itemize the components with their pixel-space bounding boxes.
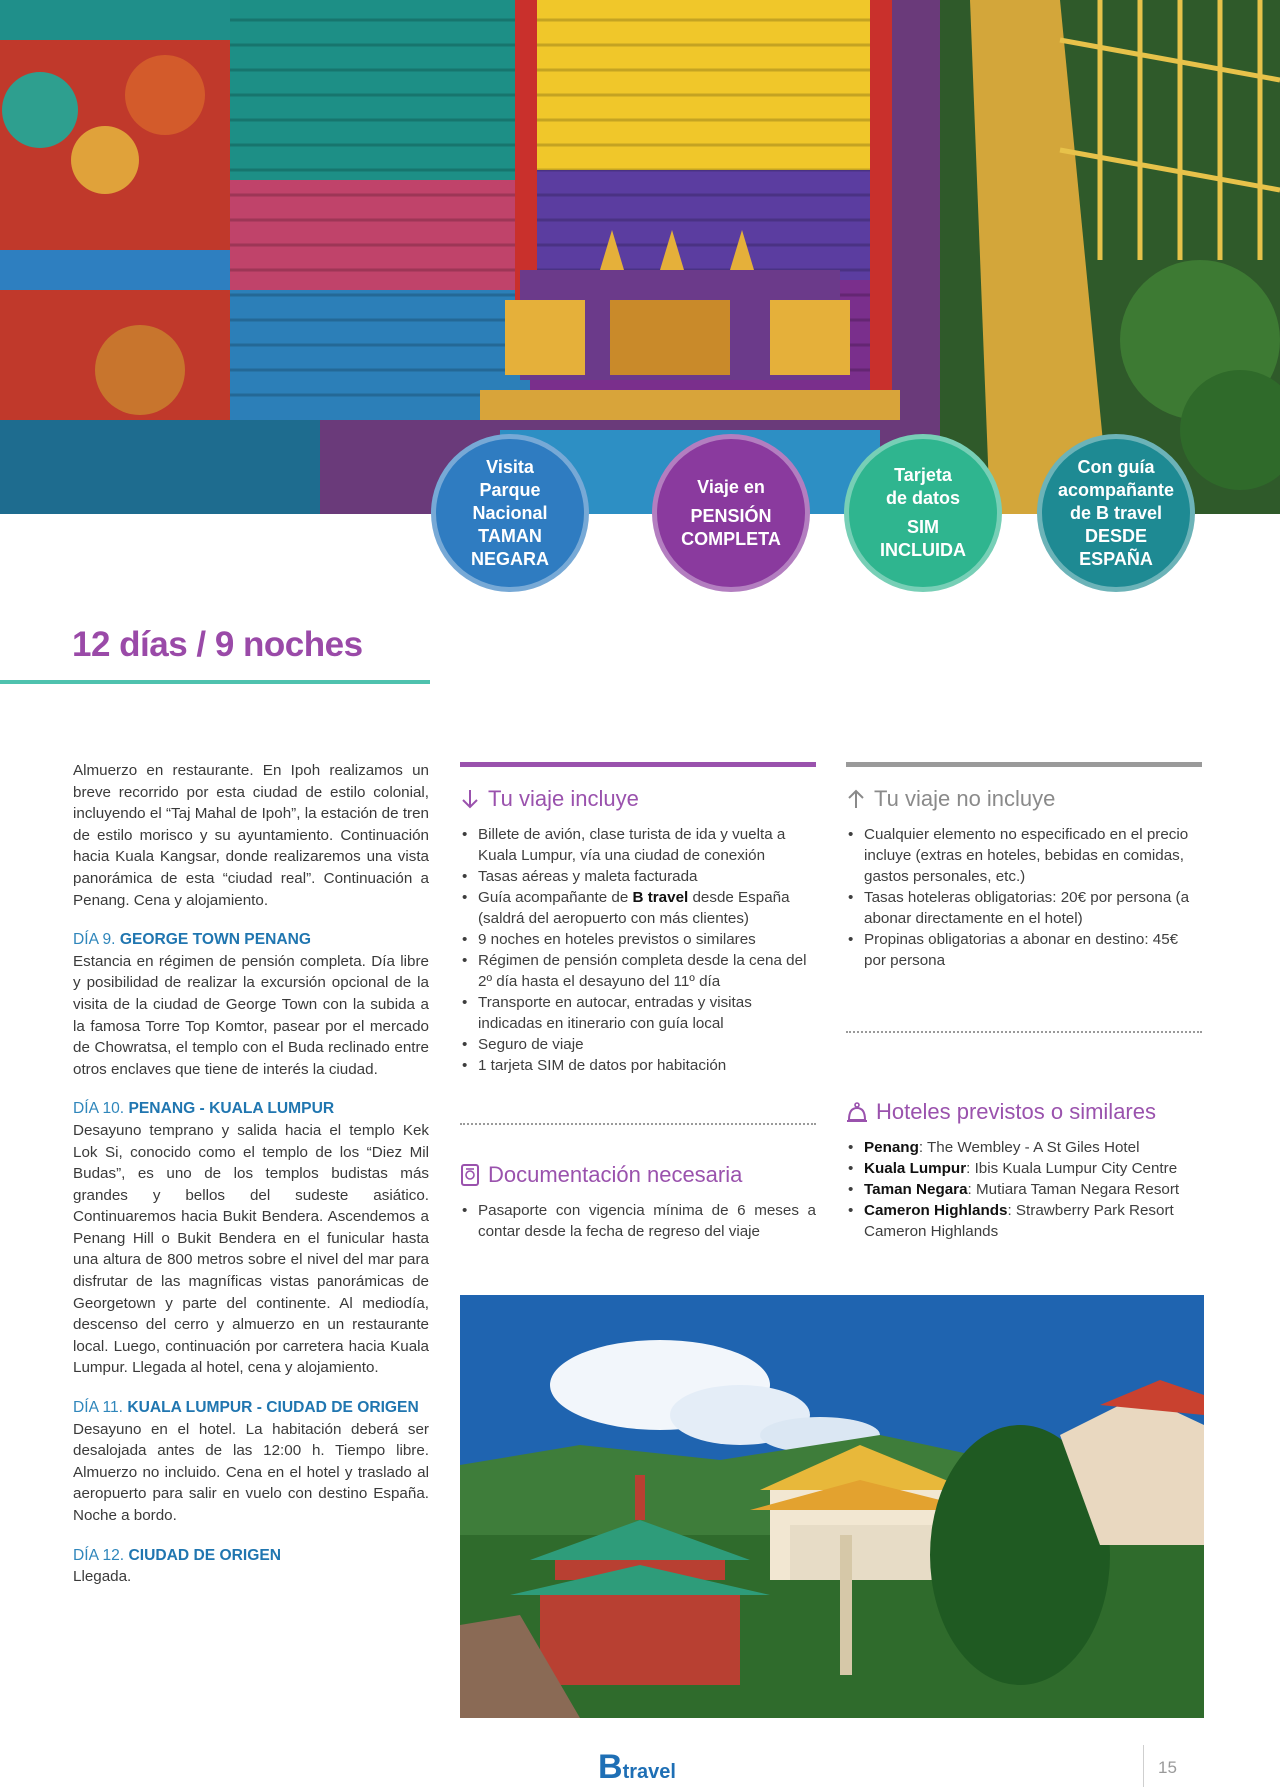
- badge-line: ESPAÑA: [1079, 548, 1153, 569]
- includes-item: • Tasas aéreas y maleta facturada: [460, 866, 816, 887]
- includes-title: Tu viaje incluye: [488, 786, 639, 811]
- not-included-list: [846, 824, 1202, 971]
- documentation-section: [460, 1162, 816, 1242]
- badge-line: Nacional: [472, 502, 548, 523]
- includes-item: • 1 tarjeta SIM de datos por habitación: [460, 1055, 816, 1076]
- day-title: GEORGE TOWN PENANG: [119, 931, 312, 949]
- includes-item: • Transporte en autocar, entradas y visitas indicadas en itinerario con guía local: [460, 992, 816, 1034]
- badge-taman-negara: [431, 434, 589, 592]
- not-included-item: • Tasas hoteleras obligatorias: 20€ por persona (a abonar directamente en el hotel): [846, 887, 1202, 929]
- day-heading: [73, 1098, 429, 1120]
- hotel-item: • Taman Negara: Mutiara Taman Negara Resort: [846, 1179, 1206, 1200]
- day-text: Desayuno en el hotel. La habitación deberá ser desalojada antes de las 12:00 h. Tiempo libre. Almuerzo no incluido. Cena en el hotel y traslado al aeropuerto para salir en vuelo con destino España. Noche a bordo.: [73, 1420, 429, 1524]
- hotels-title: Hoteles previstos o similares: [876, 1099, 1156, 1124]
- day-text: Estancia en régimen de pensión completa. Día libre y posibilidad de realizar la excursión opcional de la visita de la ciudad de George Town con la subida a la famosa Torre Top Komtor, pasear por el mercado de Chowratsa, el templo con el Buda reclinado entre otros enclaves que tiene de interés la ciudad.: [73, 952, 429, 1078]
- hotel-item: • Cameron Highlands: Strawberry Park Resort Cameron Highlands: [846, 1200, 1206, 1242]
- badge-line: COMPLETA: [681, 528, 781, 549]
- trip-duration-title: 12 días / 9 noches: [72, 625, 363, 664]
- day-text: Llegada.: [73, 1568, 132, 1586]
- badge-line: TAMAN: [478, 525, 542, 546]
- hotel-name: The Wembley - A St Giles Hotel: [927, 1139, 1140, 1156]
- documentation-list: [460, 1200, 816, 1242]
- btravel-logo: [598, 1748, 676, 1787]
- documentation-item: • Pasaporte con vigencia mínima de 6 meses a contar desde la fecha de regreso del viaje: [460, 1200, 816, 1242]
- badge-line: Tarjeta: [894, 465, 952, 485]
- documentation-heading: [460, 1162, 816, 1188]
- passport-icon: [460, 1163, 480, 1187]
- badge-line: NEGARA: [470, 548, 549, 569]
- badge-sim-incluida: [844, 434, 1002, 592]
- hotel-city: Cameron Highlands: [864, 1202, 1008, 1219]
- includes-item: • Seguro de viaje: [460, 1034, 816, 1055]
- badge-pension-completa: [652, 434, 810, 592]
- badge-line: de datos: [885, 488, 960, 508]
- hotel-item: • Penang: The Wembley - A St Giles Hotel: [846, 1137, 1206, 1158]
- day-title: PENANG - KUALA LUMPUR: [128, 1100, 335, 1118]
- arrow-up-icon: [846, 788, 866, 810]
- day-heading: [73, 929, 429, 951]
- hotel-city: Kuala Lumpur: [864, 1160, 967, 1177]
- not-included-title: Tu viaje no incluye: [874, 786, 1056, 811]
- hotel-name: Mutiara Taman Negara Resort: [976, 1181, 1180, 1198]
- brand-name: B travel: [632, 889, 689, 906]
- includes-item: • Guía acompañante de B travel desde España (saldrá del aeropuerto con más clientes): [460, 887, 816, 929]
- not-included-item: • Propinas obligatorias a abonar en destino: 45€ por persona: [846, 929, 1202, 971]
- includes-heading: [460, 786, 816, 812]
- itinerary-intro: Almuerzo en restaurante. En Ipoh realizamos un breve recorrido por esta ciudad de estilo colonial, incluyendo el “Taj Mahal de Ipoh”, la estación de tren de estilo morisco y su ayuntamiento. Continuación hacia Kuala Kangsar, donde realizaremos una vista panorámica de esta “ciudad real”. Continuación a Penang. Cena y alojamiento.: [73, 762, 429, 909]
- badge-line: INCLUIDA: [880, 540, 966, 560]
- day-label: DÍA 9.: [73, 931, 116, 949]
- badge-line: Viaje en: [697, 476, 765, 497]
- hotels-heading: [846, 1099, 1206, 1125]
- day-label: DÍA 11.: [73, 1399, 123, 1417]
- badge-line: PENSIÓN: [690, 505, 772, 526]
- includes-list: [460, 824, 816, 1076]
- badge-line: Parque: [479, 479, 541, 500]
- logo-b-mark: B: [598, 1748, 623, 1786]
- day-title: KUALA LUMPUR - CIUDAD DE ORIGEN: [127, 1399, 419, 1417]
- hotel-city: Penang: [864, 1139, 919, 1156]
- includes-section: [460, 786, 816, 1076]
- day-heading: [73, 1545, 429, 1567]
- temple-photo-kek-lok-si: [460, 1295, 1204, 1718]
- footer-divider: [1143, 1745, 1144, 1787]
- hotel-item: • Kuala Lumpur: Ibis Kuala Lumpur City Centre: [846, 1158, 1206, 1179]
- includes-top-rule: [460, 762, 816, 767]
- day-label: DÍA 12.: [73, 1546, 125, 1564]
- day-heading: [73, 1397, 429, 1419]
- includes-item: • 9 noches en hoteles previstos o similares: [460, 929, 816, 950]
- badge-line: SIM: [906, 517, 939, 537]
- logo-wordmark: travel: [622, 1761, 676, 1783]
- badge-line: acompañante: [1057, 479, 1175, 500]
- not-included-heading: [846, 786, 1202, 812]
- not-included-section: [846, 786, 1202, 971]
- includes-divider: [460, 1123, 816, 1125]
- duration-underline: [0, 680, 430, 684]
- badge-guia-acompanante: [1037, 434, 1195, 592]
- page-number: 15: [1158, 1758, 1177, 1777]
- not-included-top-rule: [846, 762, 1202, 767]
- hotel-name: Ibis Kuala Lumpur City Centre: [974, 1160, 1178, 1177]
- day-title: CIUDAD DE ORIGEN: [128, 1546, 281, 1564]
- hero-photo-temple-stairs: [0, 0, 1280, 514]
- not-included-divider: [846, 1031, 1202, 1033]
- hotels-list: [846, 1137, 1206, 1242]
- includes-item: • Régimen de pensión completa desde la cena del 2º día hasta el desayuno del 11º día: [460, 950, 816, 992]
- hotel-name: Strawberry Park Resort Cameron Highlands: [864, 1202, 1174, 1240]
- badge-line: de B travel: [1069, 502, 1163, 523]
- hotel-bell-icon: [846, 1100, 868, 1124]
- itinerary-column: [73, 760, 429, 1588]
- arrow-down-icon: [460, 788, 480, 810]
- badge-line: Visita: [486, 456, 534, 477]
- documentation-title: Documentación necesaria: [488, 1162, 743, 1187]
- badge-line: DESDE: [1084, 525, 1147, 546]
- includes-item: • Billete de avión, clase turista de ida y vuelta a Kuala Lumpur, vía una ciudad de conexión: [460, 824, 816, 866]
- hotel-city: Taman Negara: [864, 1181, 968, 1198]
- not-included-item: • Cualquier elemento no especificado en el precio incluye (extras en hoteles, bebidas en comidas, gastos personales, etc.): [846, 824, 1202, 887]
- day-text: Desayuno temprano y salida hacia el templo Kek Lok Si, conocido como el templo de los “Diez Mil Budas”, es uno de los templos budistas más grandes y bellos del sudeste asiático. Continuaremos hacia Bukit Bendera. Ascendemos a Penang Hill o Bukit Bendera en el funicular hasta una altura de 800 metros sobre el nivel del mar para disfrutar de las magníficas vistas panorámicas de Georgetown y parte del continente. Al mediodía, descenso del cerro y almuerzo en un restaurante local. Luego, continuación por carretera hacia Kuala Lumpur. Llegada al hotel, cena y alojamiento.: [73, 1121, 429, 1377]
- badge-line: Con guía: [1077, 456, 1155, 477]
- day-label: DÍA 10.: [73, 1100, 125, 1118]
- hotels-section: [846, 1099, 1206, 1242]
